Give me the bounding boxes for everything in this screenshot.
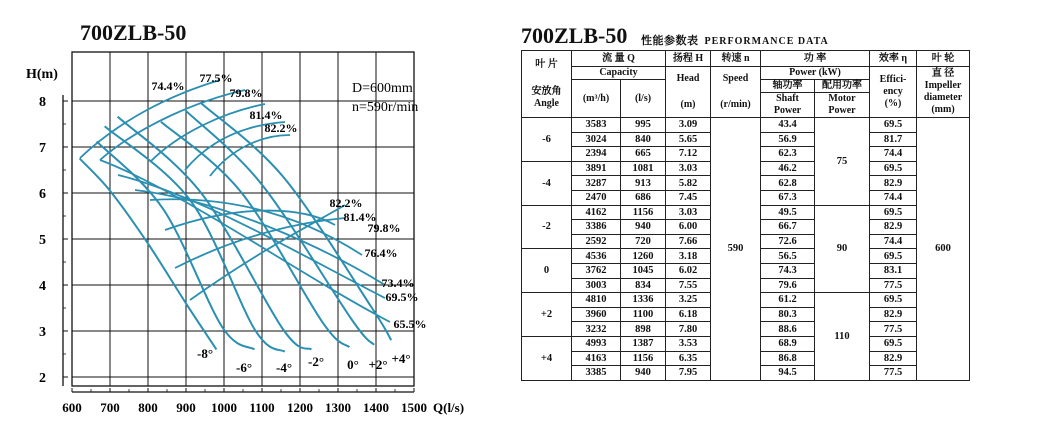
- cell-shaft-power: 46.2: [761, 161, 815, 176]
- cell-capacity-ls: 1387: [621, 336, 666, 351]
- efficiency-label: 82.2%: [329, 196, 363, 210]
- cell-angle: +2: [522, 293, 572, 337]
- annotation-diameter: D=600mm: [352, 81, 413, 96]
- th-eff: [870, 67, 917, 118]
- x-tick-label: 700: [100, 400, 120, 415]
- cell-capacity-ls: 834: [621, 278, 666, 293]
- efficiency-label: 65.5%: [393, 317, 427, 331]
- cell-efficiency: 74.4: [870, 147, 917, 162]
- cell-motor-power: 110: [815, 293, 870, 381]
- cell-capacity-ls: 940: [621, 366, 666, 381]
- cell-angle: +4: [522, 336, 572, 380]
- th-eff-en2: ency: [883, 86, 903, 97]
- x-tick-label: 600: [62, 400, 82, 415]
- efficiency-label: 77.5%: [199, 71, 233, 85]
- efficiency-label: 76.4%: [364, 246, 398, 260]
- cell-head: 3.25: [666, 293, 711, 308]
- cell-efficiency: 69.5: [870, 336, 917, 351]
- th-imp: [917, 67, 970, 118]
- th-head-unit: (m): [680, 99, 696, 110]
- head-curve-0°: [161, 122, 349, 347]
- angle-label: +2°: [368, 357, 388, 372]
- cell-efficiency: 77.5: [870, 366, 917, 381]
- cell-efficiency: 77.5: [870, 322, 917, 337]
- x-tick-label: 1400: [363, 400, 389, 415]
- efficiency-contour: [150, 104, 265, 162]
- cell-capacity-ls: 1336: [621, 293, 666, 308]
- cell-shaft-power: 49.5: [761, 205, 815, 220]
- cell-head: 7.55: [666, 278, 711, 293]
- efficiency-label: 79.8%: [229, 86, 263, 100]
- th-shaft-en: Shaft Power: [761, 93, 815, 118]
- cell-capacity-m3h: 3960: [572, 307, 621, 322]
- efficiency-label: 81.4%: [343, 210, 377, 224]
- cell-head: 7.12: [666, 147, 711, 162]
- efficiency-label: 79.8%: [367, 221, 401, 235]
- th-speed-unit: (r/min): [720, 99, 751, 110]
- cell-head: 6.02: [666, 263, 711, 278]
- x-axis-label: Q(l/s): [433, 400, 465, 415]
- table-subtitle-cn: 性能参数表: [641, 34, 699, 47]
- table-subtitle: [641, 32, 829, 48]
- th-head: [666, 67, 711, 118]
- cell-capacity-m3h: 3386: [572, 220, 621, 235]
- cell-shaft-power: 56.5: [761, 249, 815, 264]
- angle-label: -2°: [307, 354, 325, 369]
- table-subtitle-en: PERFORMANCE DATA: [704, 36, 829, 47]
- cell-motor-power: 75: [815, 118, 870, 206]
- cell-head: 7.66: [666, 234, 711, 249]
- y-tick-label: 5: [39, 233, 46, 248]
- cell-efficiency: 74.4: [870, 234, 917, 249]
- cell-shaft-power: 94.5: [761, 366, 815, 381]
- cell-angle: -6: [522, 118, 572, 162]
- cell-capacity-m3h: 3287: [572, 176, 621, 191]
- cell-shaft-power: 86.8: [761, 351, 815, 366]
- y-tick-label: 3: [39, 325, 46, 340]
- cell-head: 3.53: [666, 336, 711, 351]
- cell-capacity-m3h: 2592: [572, 234, 621, 249]
- cell-head: 6.35: [666, 351, 711, 366]
- cell-capacity-m3h: 4810: [572, 293, 621, 308]
- cell-efficiency: 69.5: [870, 118, 917, 133]
- efficiency-label: 82.2%: [264, 121, 298, 135]
- cell-angle: -2: [522, 205, 572, 249]
- cell-efficiency: 82.9: [870, 220, 917, 235]
- x-tick-label: 1000: [211, 400, 237, 415]
- cell-capacity-m3h: 2470: [572, 190, 621, 205]
- y-axis-label: H(m): [26, 67, 58, 82]
- th-imp-en1: Impeller: [924, 80, 962, 91]
- th-angle: [522, 80, 572, 118]
- th-eff-cn: 效率 η: [870, 51, 917, 67]
- performance-table: [521, 50, 970, 381]
- th-speed-en: Speed: [722, 73, 749, 84]
- angle-label: -6°: [235, 360, 253, 375]
- cell-capacity-ls: 995: [621, 118, 666, 133]
- angle-label: -8°: [196, 346, 214, 361]
- cell-capacity-m3h: 3003: [572, 278, 621, 293]
- cell-capacity-ls: 1156: [621, 351, 666, 366]
- angle-label: 0°: [347, 357, 359, 372]
- cell-efficiency: 77.5: [870, 278, 917, 293]
- cell-capacity-ls: 1045: [621, 263, 666, 278]
- cell-shaft-power: 61.2: [761, 293, 815, 308]
- th-angle-en: Angle: [534, 98, 559, 110]
- cell-capacity-ls: 686: [621, 190, 666, 205]
- cell-shaft-power: 66.7: [761, 220, 815, 235]
- y-tick-label: 6: [39, 187, 46, 202]
- efficiency-label: 74.4%: [151, 79, 185, 93]
- y-tick-label: 8: [39, 95, 46, 110]
- cell-capacity-ls: 913: [621, 176, 666, 191]
- th-cap-unit2: (l/s): [621, 80, 666, 118]
- y-tick-label: 4: [39, 279, 46, 294]
- x-tick-label: 1300: [325, 400, 351, 415]
- cell-capacity-m3h: 4993: [572, 336, 621, 351]
- cell-capacity-m3h: 4162: [572, 205, 621, 220]
- cell-capacity-m3h: 2394: [572, 147, 621, 162]
- cell-head: 7.45: [666, 190, 711, 205]
- th-imp-cn: 叶 轮: [917, 51, 970, 67]
- cell-head: 5.82: [666, 176, 711, 191]
- th-motor-cn: 配用功率: [815, 80, 870, 93]
- cell-shaft-power: 88.6: [761, 322, 815, 337]
- table-title: 700ZLB-50: [521, 23, 628, 48]
- table-row: [522, 118, 970, 133]
- th-head-cn: 扬程 H: [666, 51, 711, 67]
- cell-head: 3.03: [666, 161, 711, 176]
- x-tick-label: 1100: [249, 400, 275, 415]
- cell-head: 7.80: [666, 322, 711, 337]
- cell-head: 3.09: [666, 118, 711, 133]
- cell-efficiency: 69.5: [870, 161, 917, 176]
- cell-shaft-power: 68.9: [761, 336, 815, 351]
- th-power-en: Power (kW): [761, 67, 870, 80]
- cell-capacity-ls: 940: [621, 220, 666, 235]
- cell-shaft-power: 72.6: [761, 234, 815, 249]
- cell-angle: -4: [522, 161, 572, 205]
- th-capacity-cn: 流 量 Q: [572, 51, 666, 67]
- th-angle-cn2: 安放角: [531, 86, 562, 98]
- chart-title: 700ZLB-50: [80, 20, 187, 45]
- x-tick-label: 900: [176, 400, 196, 415]
- x-tick-label: 1500: [401, 400, 427, 415]
- cell-efficiency: 69.5: [870, 293, 917, 308]
- cell-shaft-power: 43.4: [761, 118, 815, 133]
- cell-capacity-ls: 720: [621, 234, 666, 249]
- cell-head: 6.00: [666, 220, 711, 235]
- cell-head: 7.95: [666, 366, 711, 381]
- cell-head: 3.03: [666, 205, 711, 220]
- th-eff-en1: Effici-: [879, 74, 907, 85]
- cell-head: 3.18: [666, 249, 711, 264]
- y-tick-label: 2: [39, 371, 46, 386]
- th-shaft-cn: 轴功率: [761, 80, 815, 93]
- cell-efficiency: 82.9: [870, 307, 917, 322]
- cell-angle: 0: [522, 249, 572, 293]
- cell-capacity-m3h: 3583: [572, 118, 621, 133]
- cell-capacity-ls: 1156: [621, 205, 666, 220]
- cell-capacity-ls: 1081: [621, 161, 666, 176]
- cell-head: 6.18: [666, 307, 711, 322]
- th-angle-cn: 叶 片: [522, 51, 572, 80]
- cell-shaft-power: 79.6: [761, 278, 815, 293]
- cell-shaft-power: 56.9: [761, 132, 815, 147]
- cell-capacity-m3h: 3762: [572, 263, 621, 278]
- cell-capacity-ls: 840: [621, 132, 666, 147]
- cell-efficiency: 69.5: [870, 205, 917, 220]
- th-speed-cn: 转速 n: [711, 51, 761, 67]
- angle-label: +4°: [391, 351, 411, 366]
- cell-efficiency: 74.4: [870, 190, 917, 205]
- cell-shaft-power: 62.8: [761, 176, 815, 191]
- cell-capacity-ls: 1260: [621, 249, 666, 264]
- angle-label: -4°: [275, 360, 293, 375]
- th-power-cn: 功 率: [761, 51, 870, 67]
- cell-motor-power: 90: [815, 205, 870, 293]
- th-imp-unit: (mm): [931, 104, 955, 115]
- cell-impeller: 600: [917, 118, 970, 381]
- th-cap-unit1: (m³/h): [572, 80, 621, 118]
- cell-capacity-ls: 665: [621, 147, 666, 162]
- cell-capacity-m3h: 3385: [572, 366, 621, 381]
- cell-capacity-ls: 1100: [621, 307, 666, 322]
- head-curve--6°: [97, 141, 255, 349]
- cell-efficiency: 82.9: [870, 351, 917, 366]
- th-eff-unit: (%): [884, 98, 902, 109]
- efficiency-label: 69.5%: [385, 290, 419, 304]
- cell-shaft-power: 67.3: [761, 190, 815, 205]
- efficiency-label: 81.4%: [249, 108, 283, 122]
- cell-capacity-m3h: 3891: [572, 161, 621, 176]
- cell-efficiency: 83.1: [870, 263, 917, 278]
- cell-capacity-m3h: 4163: [572, 351, 621, 366]
- cell-efficiency: 69.5: [870, 249, 917, 264]
- cell-shaft-power: 62.3: [761, 147, 815, 162]
- x-tick-label: 800: [138, 400, 158, 415]
- th-imp-cn2: 直 径: [931, 68, 955, 79]
- cell-shaft-power: 80.3: [761, 307, 815, 322]
- cell-capacity-m3h: 4536: [572, 249, 621, 264]
- th-head-en: Head: [676, 73, 700, 84]
- annotation-speed: n=590r/min: [352, 100, 419, 115]
- cell-head: 5.65: [666, 132, 711, 147]
- cell-efficiency: 82.9: [870, 176, 917, 191]
- cell-capacity-m3h: 3232: [572, 322, 621, 337]
- th-motor-en: Motor Power: [815, 93, 870, 118]
- x-tick-label: 1200: [287, 400, 313, 415]
- cell-capacity-m3h: 3024: [572, 132, 621, 147]
- th-imp-en2: diameter: [923, 92, 963, 103]
- cell-capacity-ls: 898: [621, 322, 666, 337]
- y-tick-label: 7: [39, 141, 46, 156]
- cell-shaft-power: 74.3: [761, 263, 815, 278]
- th-speed: [711, 67, 761, 118]
- th-capacity-en: Capacity: [572, 67, 666, 80]
- cell-efficiency: 81.7: [870, 132, 917, 147]
- efficiency-label: 73.4%: [381, 276, 415, 290]
- cell-speed: 590: [711, 118, 761, 381]
